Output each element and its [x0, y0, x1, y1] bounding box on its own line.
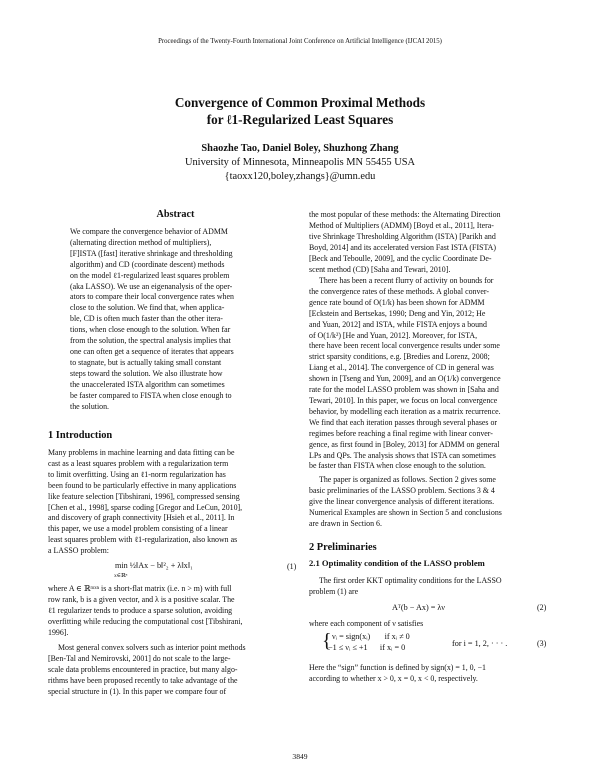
- section-2-heading: 2 Preliminaries: [309, 542, 377, 553]
- text-line: Liang et al., 2014]. The convergence of CD in general was: [309, 363, 494, 373]
- abstract-line: the solution.: [70, 401, 110, 411]
- text-line: this paper, we use a model problem consisting of a linear: [48, 524, 228, 534]
- left-brace: {: [322, 630, 332, 652]
- text-line: there have been recent local convergence results under some: [309, 341, 500, 351]
- text-line: and Yuan, 2012] and ISTA, while FISTA enjoys a bound: [309, 319, 487, 329]
- text-line: behavior, by modelling each iteration as a matrix recurrence.: [309, 406, 501, 416]
- right-paragraph-3: [309, 475, 554, 530]
- text-line: The first order KKT optimality conditions for the LASSO: [319, 576, 502, 585]
- section-1-heading: 1 Introduction: [48, 430, 113, 441]
- abstract-heading: Abstract: [156, 209, 195, 220]
- equation-1-subscript: x∈ℝⁿ: [114, 573, 128, 579]
- abstract-line: (aka LASSO). We use an eigenanalysis of the oper-: [70, 281, 233, 291]
- text-line: 1996].: [48, 627, 69, 637]
- text-line: rithms have been proposed recently to take advantage of the: [48, 675, 238, 685]
- abstract-line: (alternating direction method of multipliers),: [70, 237, 212, 247]
- text-line: Boyd, 2014] and its accelerated version Fast ISTA (FISTA): [309, 242, 496, 252]
- intro-paragraph-3: [48, 643, 303, 698]
- equation-2-number: (2): [537, 603, 547, 612]
- right-paragraph-4: [309, 576, 554, 598]
- text-line: gence rate bound of O(1/k) has been shown for ADMM: [309, 297, 485, 307]
- text-line: are drawn in Section 6.: [309, 518, 382, 528]
- text-line: like feature selection [Tibshirani, 1996], compressed sensing: [48, 491, 240, 501]
- text-line: tive Shrinkage Thresholding Algorithm (ISTA) [Parikh and: [309, 231, 496, 241]
- text-line: give the linear convergence analysis of different iterations.: [309, 496, 495, 506]
- right-paragraph-1: [309, 210, 554, 275]
- text-line: Tewari, 2010]. In this paper, we focus on local convergence: [309, 395, 498, 405]
- text-line: cast as a least squares problem with a regularization term: [48, 458, 229, 468]
- equation-1: [115, 561, 193, 570]
- equation-2: Aᵀ(b − Ax) = λν: [392, 603, 445, 612]
- abstract-line: tions, when close enough to the solution. When far: [70, 325, 231, 335]
- text-line: [Beck and Teboulle, 2009], and the cyclic Coordinate De-: [309, 253, 492, 263]
- intro-paragraph-1: [48, 448, 303, 557]
- text-line: the most popular of these methods: the Alternating Direction: [309, 210, 501, 219]
- text-line: to limit overfitting. Using an ℓ1-norm regularization has: [48, 469, 226, 479]
- equation-1-body: min ½‖Ax − b‖²₂ + λ‖x‖₁: [115, 561, 193, 570]
- text-line: Most general convex solvers such as interior point methods: [58, 643, 246, 652]
- text-line: There has been a recent flurry of activity on bounds for: [319, 276, 494, 285]
- text-line: [Ben-Tal and Nemirovski, 2001] do not scale to the large-: [48, 653, 231, 663]
- text-line: [Eckstein and Bertsekas, 1990; Deng and Yin, 2012; He: [309, 308, 486, 318]
- abstract-line: from the solution, the spectral analysis implies that: [70, 336, 231, 346]
- text-line: [Chen et al., 1998], sparse coding [Gregor and LeCun, 2010],: [48, 502, 243, 512]
- proceedings-header: Proceedings of the Twenty-Fourth International Joint Conference on Artificial Intelligence (IJCAI 2015): [158, 38, 442, 45]
- equation-3-tail: for i = 1, 2, · · · .: [452, 639, 508, 648]
- text-line: Many problems in machine learning and data fitting can be: [48, 448, 235, 457]
- text-line: the convergence rates of these methods. A global conver-: [309, 286, 490, 296]
- text-line: row rank, b is a given vector, and λ is a positive scalar. The: [48, 594, 235, 604]
- text-line: We find that each iteration passes through several phases or: [309, 417, 498, 427]
- text-line: strict sparsity conditions, e.g. [Bredies and Lorenz, 2008;: [309, 352, 490, 362]
- text-line: ℓ1 regularizer tends to produce a sparse solution, avoiding: [48, 605, 233, 615]
- abstract-line: the unaccelerated ISTA algorithm can sometimes: [70, 379, 225, 389]
- author-affiliation: University of Minnesota, Minneapolis MN 55455 USA: [184, 157, 416, 168]
- paper-title: [0, 94, 600, 128]
- text-line: LPs and QPs. The analysis shows that ISTA can sometimes: [309, 450, 496, 460]
- text-line: a LASSO problem:: [48, 546, 109, 556]
- right-paragraph-2: [309, 276, 554, 472]
- author-email: {taoxx120,boley,zhangs}@umn.edu: [224, 171, 376, 182]
- text-line: least squares problem with ℓ1-regularization, also known as: [48, 535, 238, 545]
- abstract-line: close to the solution. We find that, when applica-: [70, 303, 225, 313]
- text-line: Numerical Examples are shown in Section 5 and conclusions: [309, 507, 502, 517]
- intro-paragraph-2: [48, 584, 303, 639]
- title-line-2: for ℓ1-Regularized Least Squares: [206, 112, 394, 127]
- equation-3-row-2: −1 ≤ νᵢ ≤ +1 if xᵢ = 0: [328, 643, 406, 652]
- text-line: special structure in (1). In this paper we compare four of: [48, 686, 227, 696]
- text-line: regimes before reaching a final regime with linear conver-: [309, 428, 493, 438]
- text-line: of O(1/k²) [He and Yuan, 2012]. Moreover, for ISTA,: [309, 330, 478, 340]
- text-line: according to whether x > 0, x = 0, x < 0, respectively.: [309, 673, 478, 683]
- text-line: where A ∈ ℝᵐˣⁿ is a short-flat matrix (i.e. n > m) with full: [48, 584, 232, 593]
- abstract-line: ators to compare their local convergence rates when: [70, 292, 234, 302]
- text-line: problem (1) are: [309, 586, 359, 596]
- author-names: Shaozhe Tao, Daniel Boley, Shuzhong Zhang: [201, 143, 399, 154]
- right-paragraph-6: [309, 663, 554, 685]
- text-line: scent method (CD) [Saha and Tewari, 2010].: [309, 264, 451, 274]
- text-line: gence, as first found in [Boley, 2013] for ADMM on general: [309, 439, 500, 449]
- abstract-line: algorithm) and CD (coordinate descent) methods: [70, 259, 225, 269]
- abstract-line: to stagnate, but is actually taking small constant: [70, 357, 222, 367]
- abstract-line: ble, CD is often much faster than the other itera-: [70, 314, 223, 324]
- equation-1-number: (1): [287, 562, 297, 571]
- abstract-line: [F]ISTA ([fast] iterative shrinkage and thresholding: [70, 248, 233, 258]
- abstract-line: steps toward the solution. We also illustrate how: [70, 368, 223, 378]
- abstract-line: one can often get a sequence of iterates that appears: [70, 346, 234, 356]
- text-line: Method of Multipliers (ADMM) [Boyd et al., 2011], Itera-: [309, 220, 494, 230]
- text-line: be faster than FISTA when close enough to the solution.: [309, 461, 486, 471]
- title-line-1: Convergence of Common Proximal Methods: [174, 95, 426, 110]
- equation-3-number: (3): [537, 639, 547, 648]
- abstract-body: [70, 227, 282, 412]
- abstract-line: be faster compared to FISTA when close enough to: [70, 390, 232, 400]
- text-line: been found to be particularly effective in many applications: [48, 480, 237, 490]
- subsection-2-1-heading: 2.1 Optimality condition of the LASSO problem: [309, 558, 485, 568]
- author-block: [0, 142, 600, 184]
- abstract-line: on the model ℓ1-regularized least squares problem: [70, 270, 230, 280]
- text-line: Here the “sign” function is defined by sign(x) = 1, 0, −1: [309, 663, 486, 672]
- equation-3-row-1: νᵢ = sign(xᵢ) if xᵢ ≠ 0: [332, 632, 410, 641]
- page-number: 3849: [292, 752, 308, 761]
- text-line: The paper is organized as follows. Section 2 gives some: [319, 475, 496, 484]
- right-paragraph-5: where each component of ν satisfies: [309, 619, 424, 628]
- text-line: overfitting while reducing the computational cost [Tibshirani,: [48, 616, 243, 626]
- abstract-line: We compare the convergence behavior of ADMM: [70, 227, 228, 236]
- text-line: shown in [Tseng and Yun, 2009], and an O(1/k) convergence: [309, 374, 501, 384]
- text-line: and discovery of graph connectivity [Hsieh et al., 2011]. In: [48, 513, 235, 523]
- text-line: scale data problems encountered in practice, but many algo-: [48, 664, 238, 674]
- text-line: basic preliminaries of the LASSO problem. Sections 3 & 4: [309, 485, 495, 495]
- text-line: rate for the model LASSO problem was shown in [Saha and: [309, 385, 499, 395]
